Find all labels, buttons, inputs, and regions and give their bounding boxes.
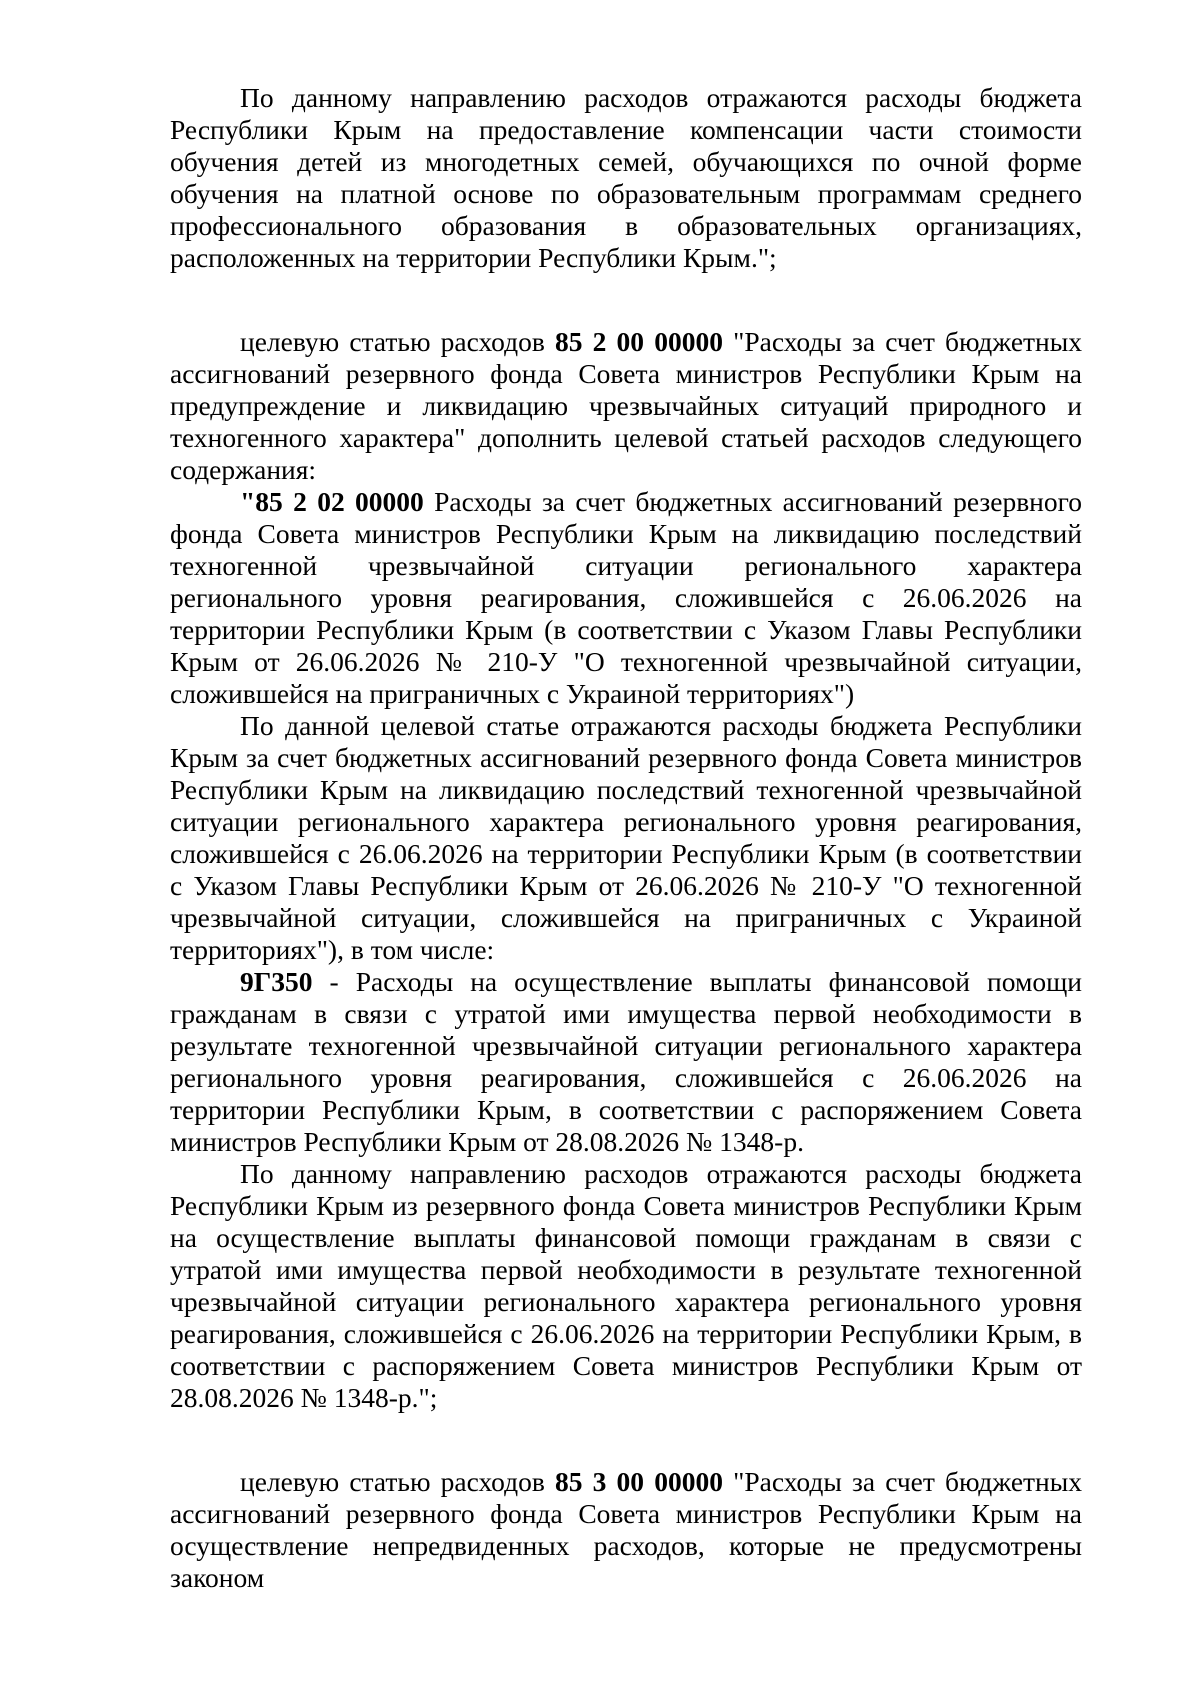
paragraph-text: "Расходы за счет бюджетных ассигнований резервного фонда Совета министров Республики Крым на предупреждение и ликвидацию чрезвычайных ситуаций природного и техногенного характера" дополнить целевой статьей расходов следующего содержания: [170,326,1082,485]
paragraph-text: По данной целевой статье отражаются расходы бюджета Республики Крым за счет бюджетных ассигнований резервного фонда Совета министров Республики Крым на ликвидацию последствий техногенной чрезвычайной ситуации регионального характера регионального уровня реагирования, сложившейся с 26.06.2026 на территории Республики Крым (в соответствии с Указом Главы Республики Крым от 26.06.2026 № 210-У "О техногенной чрезвычайной ситуации, сложившейся на приграничных с Украиной территориях"), в том числе: [170,710,1082,965]
paragraph-text: "Расходы за счет бюджетных ассигнований резервного фонда Совета министров Республики Крым на осуществление непредвиденных расходов, которые не предусмотрены законом [170,1466,1082,1593]
paragraph-text: По данному направлению расходов отражаются расходы бюджета Республики Крым на предоставление компенсации части стоимости обучения детей из многодетных семей, обучающихся по очной форме обучения на платной основе по образовательным программам среднего профессионального образования в образовательных организациях, расположенных на территории Республики Крым."; [170,82,1082,273]
paragraph-text: целевую статью расходов [240,326,555,357]
paragraph-target-article-85-2-02 [170,486,1082,710]
paragraph-target-article-85-3 [170,1466,1082,1594]
paragraph-target-article-description [170,710,1082,966]
paragraph-text: Расходы за счет бюджетных ассигнований резервного фонда Совета министров Республики Крым на ликвидацию последствий техногенной чрезвычайной ситуации регионального характера регионального уровня реагирования, сложившейся с 26.06.2026 на территории Республики Крым (в соответствии с Указом Главы Республики Крым от 26.06.2026 № 210-У "О техногенной чрезвычайной ситуации, сложившейся на приграничных с Украиной территориях") [170,486,1082,709]
budget-code: 9Г350 [240,966,313,997]
paragraph-gap [170,274,1082,326]
paragraph-text: целевую статью расходов [240,1466,555,1497]
paragraph-spending-direction-compensation [170,82,1082,274]
paragraph-text: По данному направлению расходов отражаются расходы бюджета Республики Крым из резервного фонда Совета министров Республики Крым на осуществление выплаты финансовой помощи гражданам в связи с утратой ими имущества первой необходимости в результате техногенной чрезвычайной ситуации регионального характера регионального уровня реагирования, сложившейся с 26.06.2026 на территории Республики Крым, в соответствии с распоряжением Совета министров Республики Крым от 28.08.2026 № 1348-р."; [170,1158,1082,1413]
paragraph-gap [170,1414,1082,1466]
budget-code: 85 2 00 00000 [555,326,723,357]
paragraph-target-article-85-2 [170,326,1082,486]
paragraph-direction-9g350 [170,966,1082,1158]
budget-code: 85 3 00 00000 [555,1466,723,1497]
paragraph-text: - Расходы на осуществление выплаты финансовой помощи гражданам в связи с утратой ими имущества первой необходимости в результате техногенной чрезвычайной ситуации регионального характера регионального уровня реагирования, сложившейся с 26.06.2026 на территории Республики Крым, в соответствии с распоряжением Совета министров Республики Крым от 28.08.2026 № 1348-р. [170,966,1082,1157]
document-page [170,82,1082,1594]
budget-code: "85 2 02 00000 [240,486,424,517]
paragraph-direction-description [170,1158,1082,1414]
